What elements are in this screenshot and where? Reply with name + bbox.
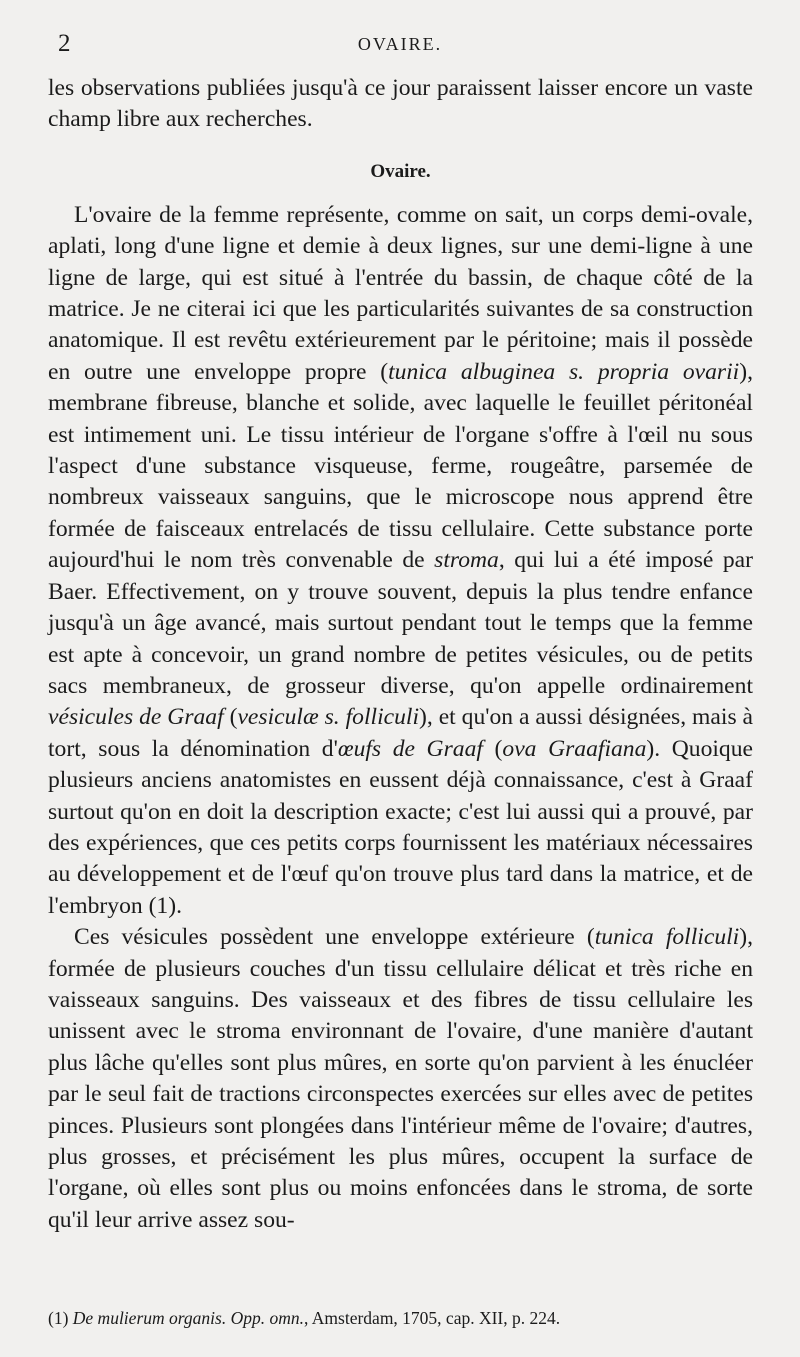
footnote-title: De mulierum organis. Opp. omn. [72,1308,304,1328]
running-title: OVAIRE. [357,34,443,54]
intro-continuation: les observations publiées jusqu'à ce jour paraissent laisser encore un vaste champ libre aux recherches. [48,75,753,133]
italic-term: ova Graafiana [502,735,647,762]
footnote-marker: (1) [48,1308,73,1328]
italic-term: vesiculæ s. folliculi [237,704,420,731]
paragraph-ovary-description [48,200,753,922]
italic-term: vésicules de Graaf [48,704,224,731]
footnote [48,1306,753,1330]
text-run: ( [223,704,238,731]
italic-term: œufs de Graaf [337,735,483,762]
body-text [48,73,753,1236]
paragraph-vesicles [48,922,753,1236]
text-run: ). Quoique plusieurs anciens anatomistes en eussent déjà connaissance, c'est à Graaf surtout qu'on en doit la description exacte; c'est lui aussi qui a prouvé, par des expériences, que ces petits corps fournissent les matériaux nécessaires au développement et de l'œuf qu'on trouve plus tard dans la matrice, et de l'embryon (1). [48,735,753,919]
text-run: , qui lui a été imposé par Baer. Effectivement, on y trouve souvent, depuis la plus tendre enfance jusqu'à un âge avancé, mais surtout pendant tout le temps que la femme est apte à concevoir, un grand nombre de petites vésicules, ou de petits sacs membraneux, de grosseur diverse, qu'on appelle ordinairement [48,547,753,699]
page-header [0,30,800,62]
italic-term: stroma [434,547,499,574]
text-run: Ces vésicules possèdent une enveloppe extérieure ( [74,924,595,951]
italic-term: tunica folliculi [594,924,740,951]
page-number: 2 [58,30,71,57]
text-run: L'ovaire de la femme représente, comme on sait, un corps demi-ovale, aplati, long d'une ligne et demie à deux lignes, sur une demi-ligne à une ligne de large, qui est situé à l'entrée du bassin, de chaque côté de la matrice. Je ne citerai ici que les particularités suivantes de sa construction anatomique. Il est revêtu extérieurement par le péritoine; mais il possède en outre une enveloppe propre ( [48,201,753,385]
text-run: ( [482,735,503,762]
italic-term: tunica albuginea s. propria ovarii [388,358,740,385]
text-run: ), et qu'on a aussi désignées, mais à tort, sous la dénomination d' [48,704,754,762]
footnote-citation: , Amsterdam, 1705, cap. XII, p. 224. [304,1308,561,1328]
text-run: ), membrane fibreuse, blanche et solide, avec laquelle le feuillet péritonéal est intimement uni. Le tissu intérieur de l'organe s'offre à l'œil nu sous l'aspect d'une substance visqueuse, ferme, rougeâtre, parsemée de nombreux vaisseaux sanguins, que le microscope nous apprend être formée de faisceaux entrelacés de tissu cellulaire. Cette substance porte aujourd'hui le nom très convenable de [48,358,753,574]
text-run: ), formée de plusieurs couches d'un tissu cellulaire délicat et très riche en vaisseaux sanguins. Des vaisseaux et des fibres de tissu cellulaire les unissent avec le stroma environnant de l'ovaire, d'une manière d'autant plus lâche qu'elles sont plus mûres, en sorte qu'on parvient à les énucléer par le seul fait de tractions circonspectes exercées sur elles avec de petites pinces. Plusieurs sont plongées dans l'intérieur même de l'ovaire; d'autres, plus grosses, et précisément les plus mûres, occupent la surface de l'organe, où elles sont plus ou moins enfoncées dans le stroma, de sorte qu'il leur arrive assez sou- [48,924,753,1233]
section-heading: Ovaire. [370,160,431,182]
